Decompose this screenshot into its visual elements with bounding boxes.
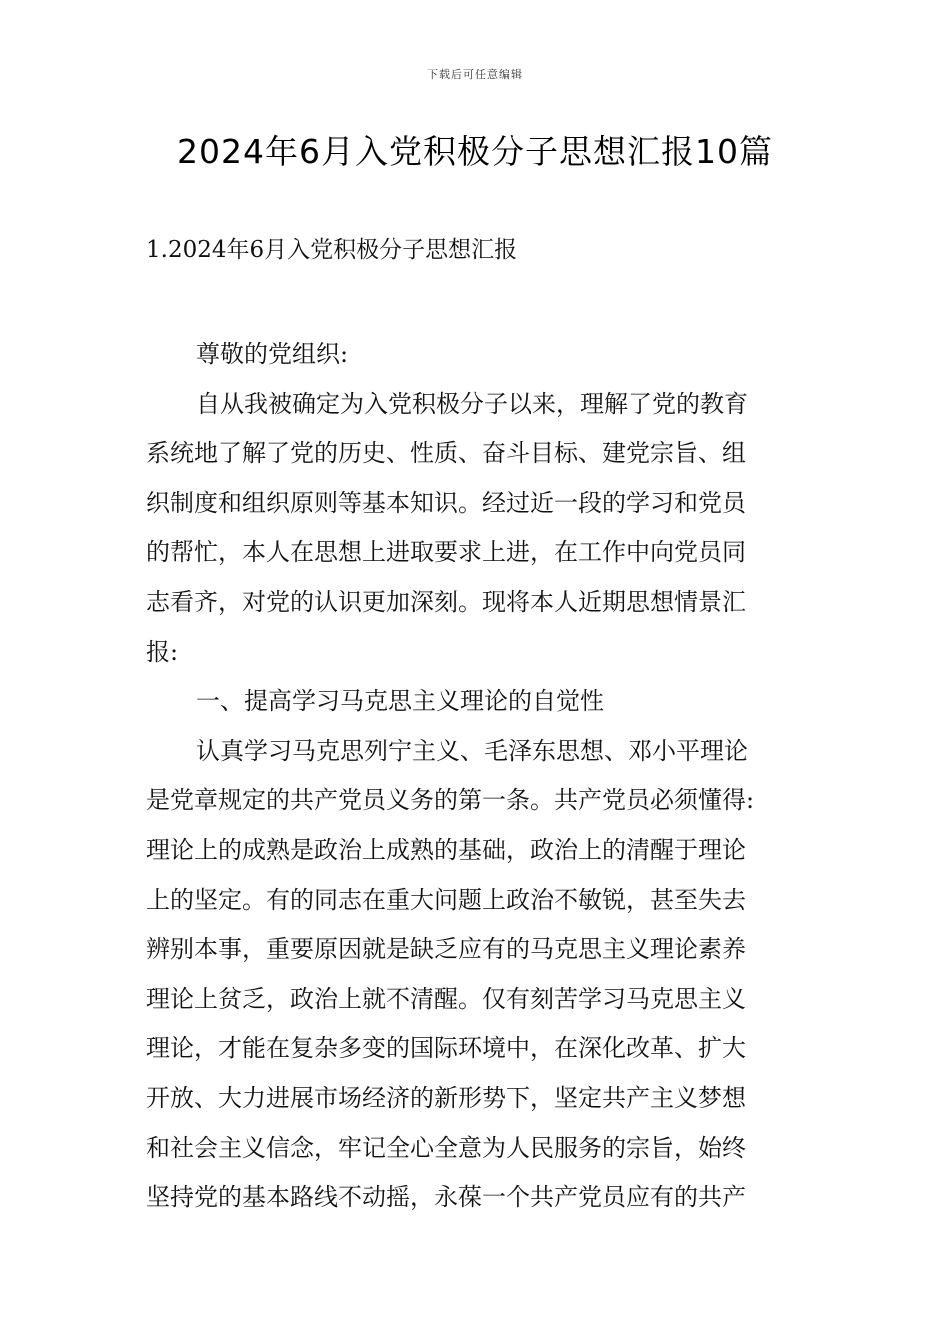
paragraph-line: 织制度和组织原则等基本知识。经过近一段的学习和党员 <box>146 488 746 517</box>
letter-body <box>146 330 806 1223</box>
paragraph-line: 系统地了解了党的历史、性质、奋斗目标、建党宗旨、组 <box>146 439 746 468</box>
paragraph-line: 是党章规定的共产党员义务的第一条。共产党员必须懂得: <box>146 786 755 815</box>
header-note: 下载后可任意编辑 <box>427 68 523 81</box>
paragraph-line: 辨别本事，重要原因就是缺乏应有的马克思主义理论素养 <box>146 935 746 964</box>
subsection-heading: 一、提高学习马克思主义理论的自觉性 <box>196 687 604 716</box>
paragraph-line: 自从我被确定为入党积极分子以来，理解了党的教育 <box>196 389 748 418</box>
paragraph-line: 的帮忙，本人在思想上进取要求上进，在工作中向党员同 <box>146 538 746 567</box>
paragraph-line: 报: <box>146 637 179 666</box>
salutation: 尊敬的党组织: <box>196 340 349 368</box>
paragraph-line: 上的坚定。有的同志在重大问题上政治不敏锐，甚至失去 <box>146 885 746 914</box>
paragraph-line: 理论，才能在复杂多变的国际环境中，在深化改革、扩大 <box>146 1034 746 1063</box>
section-heading: 1.2024年6月入党积极分子思想汇报 <box>146 237 518 263</box>
paragraph-line: 坚持党的基本路线不动摇，永葆一个共产党员应有的共产 <box>146 1183 746 1212</box>
paragraph-line: 和社会主义信念，牢记全心全意为人民服务的宗旨，始终 <box>146 1133 746 1162</box>
paragraph-line: 认真学习马克思列宁主义、毛泽东思想、邓小平理论 <box>196 736 748 765</box>
paragraph-line: 志看齐，对党的认识更加深刻。现将本人近期思想情景汇 <box>146 587 746 616</box>
document-title: 2024年6月入党积极分子思想汇报10篇 <box>177 132 773 171</box>
paragraph-line: 理论上的成熟是政治上成熟的基础，政治上的清醒于理论 <box>146 835 746 864</box>
paragraph-line: 理论上贫乏，政治上就不清醒。仅有刻苦学习马克思主义 <box>146 984 746 1013</box>
paragraph-line: 开放、大力进展市场经济的新形势下，坚定共产主义梦想 <box>146 1083 746 1112</box>
